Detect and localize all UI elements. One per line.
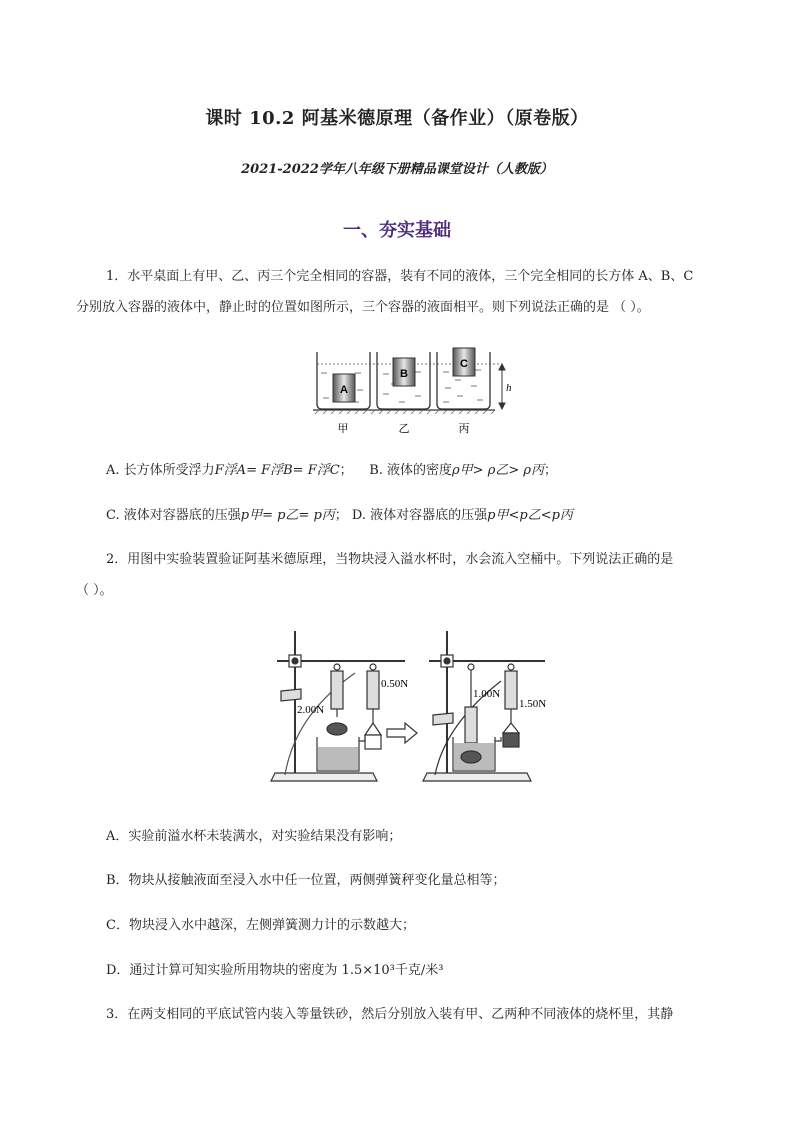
q1-figure	[305, 340, 515, 440]
label-jia: 甲	[337, 422, 349, 435]
q2-stem-line2: （ ）。	[76, 583, 113, 598]
reading-right-2: 1.50N	[519, 698, 547, 710]
label-block-b: B	[400, 368, 408, 380]
q2-figure	[265, 625, 550, 797]
label-block-a: A	[340, 384, 348, 396]
reading-right-1: 0.50N	[381, 678, 409, 690]
q2-option-d: D．通过计算可知实验所用物块的密度为 1.5×10³千克/米³	[106, 963, 444, 978]
q2-option-b: B．物块从接触液面至浸入水中任一位置，两侧弹簧秤变化量总相等；	[106, 873, 506, 888]
q2-stem-line1: 2．用图中实验装置验证阿基米德原理，当物块浸入溢水杯时，水会流入空桶中。下列说法正确的是	[106, 552, 674, 567]
label-bing: 丙	[458, 422, 470, 435]
label-block-c: C	[460, 358, 468, 370]
page-title: 课时 10.2 阿基米德原理（备作业）（原卷版）	[205, 108, 589, 129]
q2-option-a: A．实验前溢水杯未装满水，对实验结果没有影响；	[106, 829, 402, 844]
label-yi: 乙	[398, 422, 410, 435]
reading-left-2: 1.00N	[473, 688, 501, 700]
q1-option-c-d: C. 液体对容器底的压强p甲= p乙= p丙； D. 液体对容器底的压强p甲<p乙<p丙	[106, 508, 573, 523]
q3-stem-line1: 3．在两支相同的平底试管内装入等量铁砂，然后分别放入装有甲、乙两种不同液体的烧杯里，其静	[106, 1007, 674, 1022]
reading-left-1: 2.00N	[297, 704, 325, 716]
q1-stem-line2: 分别放入容器的液体中，静止时的位置如图所示，三个容器的液面相平。则下列说法正确的是 （ ）。	[76, 300, 650, 315]
q1-stem-line1: 1．水平桌面上有甲、乙、丙三个完全相同的容器，装有不同的液体，三个完全相同的长方体 A、B、C	[106, 269, 694, 284]
page-subtitle: 2021-2022学年八年级下册精品课堂设计（人教版）	[241, 162, 553, 177]
q2-option-c: C．物块浸入水中越深，左侧弹簧测力计的示数越大；	[106, 918, 415, 933]
q1-option-a-b: A. 长方体所受浮力F浮A= F浮B= F浮C； B. 液体的密度ρ甲> ρ乙> ρ丙；	[106, 463, 558, 478]
section-heading: 一、夯实基础	[343, 220, 451, 241]
label-h: h	[506, 382, 512, 394]
